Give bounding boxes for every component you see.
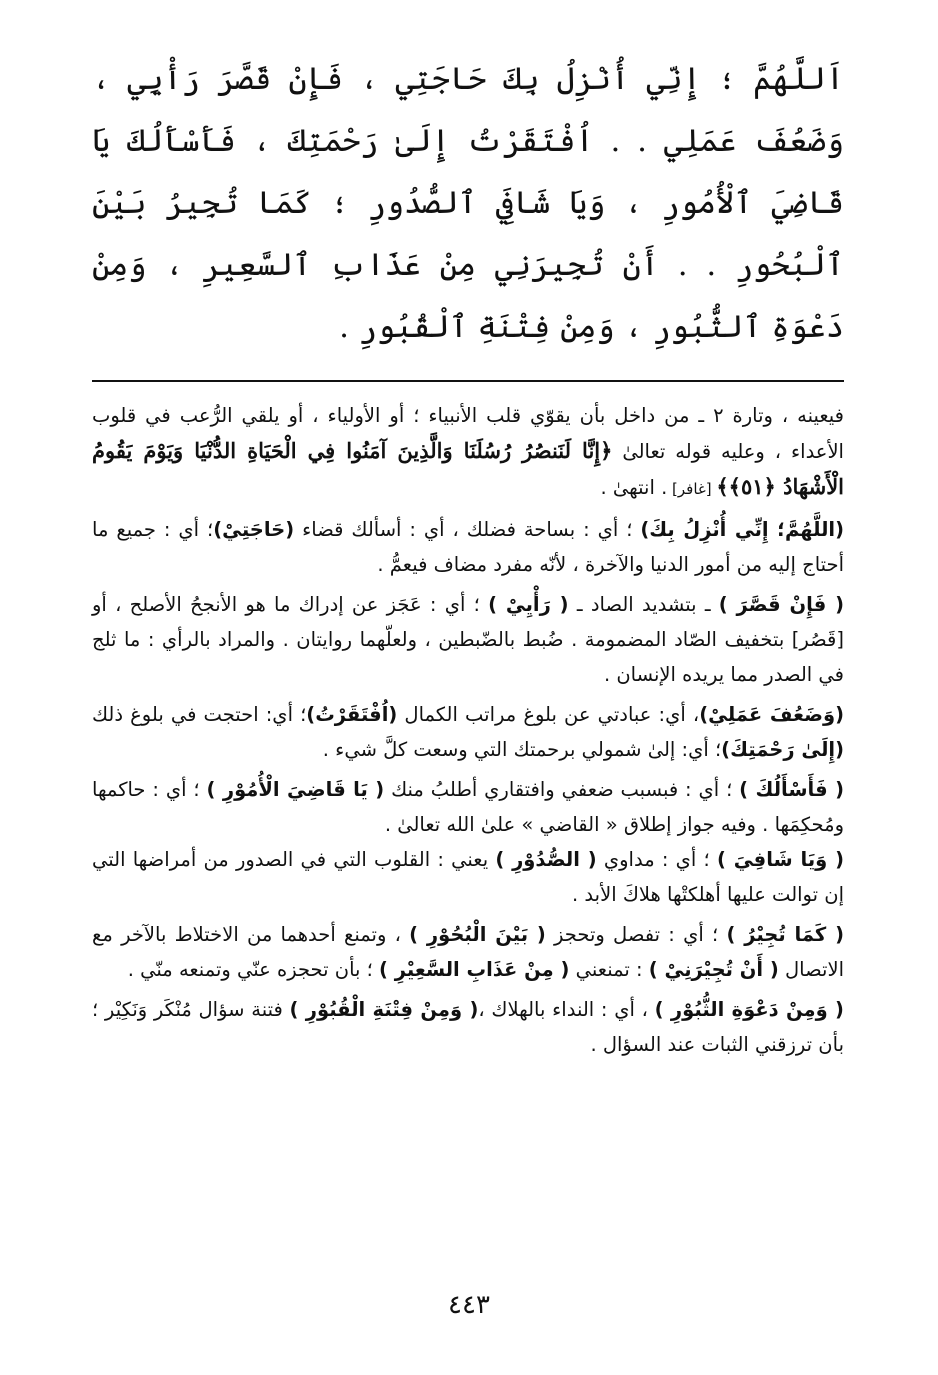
keyword: ( أَنْ تُجِيْرَنِيْ ) [648,958,779,981]
note-text: . انتهىٰ . [600,476,668,499]
note-text: ، أي: عبادتي عن بلوغ مراتب الكمال [397,703,700,726]
keyword: (اُفْتَقَرْتُ) [306,703,398,726]
keyword: ( مِنْ عَذَابِ السَّعِيْرِ ) [379,958,570,981]
note-text: فيعينه ، وتارة ٢ ـ من داخل بأن يقوّي قلب الأنبياء ؛ أو الأولياء ، أو يلقي الرُّعب في قلوب الأعداء ، وعليه قوله تعالىٰ [92,404,844,463]
note-daufa [92,697,844,767]
note-text: ؛ أي: إلىٰ شمولي برحمتك التي وسعت كلَّ شيء . [322,738,722,761]
note-text: يعني : القلوب التي في الصدور من أمراضها التي إن توالت عليها أهلكتْها هلاكَ الأبد . [92,848,844,906]
note-asaluka [92,772,844,912]
note-text: ، وتمنع أحدهما من الاختلاط بالآخر مع الاتصال [92,923,844,981]
verse-reference: [غافر] [667,480,717,498]
keyword: ( الصُّدُوْرِ ) [495,848,597,871]
note-text: ؛ أي : حاكمها ومُحكِمَها . وفيه جواز إطلاق « القاضي » علىٰ الله تعالىٰ . [92,778,844,836]
keyword: ( فَإِنْ قَصَّرَ ) [718,593,844,616]
note-text: ـ بتشديد الصاد ـ [568,593,719,616]
note-text: ؛ أي : بساحة فضلك ، أي : أسألك قضاء [294,518,641,541]
keyword: ( وَيَا شَافِيَ ) [716,848,844,871]
keyword: (إِلَىٰ رَحْمَتِكَ) [721,738,844,761]
note-text: ؛ أي : عَجَز عن إدراك ما هو الأنجحُ الأصلح ، أو [قَصُر] بتخفيف الصّاد المضمومة . ضُبط بالضّبطين ، ولعلّهما روايتان . والمراد بالرأي : ما ثلج في الصدر مما يريده الإنسان . [92,593,844,686]
keyword: ( بَيْنَ الْبُحُوْرِ ) [409,923,546,946]
note-text: ؛ أي : فبسبب ضعفي وافتقاري أطلبُ منك [384,778,740,801]
keyword: ( فَأَسْأَلُكَ ) [739,778,844,801]
note-qassara [92,587,844,692]
keyword: (اللَّهُمَّ؛ إِنِّي أُنْزِلُ بِكَ) [640,518,844,541]
note-text: ، أي : النداء بالهلاك ، [478,998,655,1021]
note-continuation [92,398,844,507]
note-tujeer [92,917,844,987]
footnote-divider [92,380,844,382]
keyword: (حَاجَتِيْ) [213,518,295,541]
keyword: ( رَأْيِيْ ) [488,593,569,616]
note-text: ؛ أي : مداوي [596,848,717,871]
keyword: ( كَمَا تُجِيْرُ ) [726,923,844,946]
note-text: ؛ أي : تفصل وتحجز [545,923,727,946]
keyword: ( وَمِنْ فِتْنَةِ الْقُبُوْرِ ) [289,998,479,1021]
note-text: ؛ أي : جميع ما أحتاج إليه من أمور الدنيا والآخرة ، لأنّه مفرد مضاف فيعمُّ . [92,518,844,576]
commentary [92,398,844,1062]
keyword: ( يَا قَاضِيَ الْأُمُوْرِ ) [206,778,385,801]
note-text: ؛ أي: احتجت في بلوغ ذلك [92,703,307,726]
page-number: ٤٤٣ [448,1290,490,1320]
keyword: (وَضَعُفَ عَمَلِيْ) [699,703,844,726]
note-thubur [92,992,844,1062]
supplication-text: اَللَّهُمَّ ؛ إِنِّي أُنْزِلُ بِكَ حَاجَتِي ، فَإِنْ قَصَّرَ رَأْيِي ، وَضَعُفَ عَمَلِي . . اُفْتَقَرْتُ إِلَىٰ رَحْمَتِكَ ، فَأَسْأَلُكَ يَا قَاضِيَ ٱلْأُمُورِ ، وَيَا شَافِيَ ٱلصُّدُورِ ؛ كَمَا تُجِيرُ بَيْنَ ٱلْبُحُورِ . . أَنْ تُجِيرَنِي مِنْ عَذَابِ ٱلسَّعِيرِ ، وَمِنْ دَعْوَةِ ٱلثُّبُورِ ، وَمِنْ فِتْنَةِ ٱلْقُبُورِ . [92,61,844,345]
note-text: : تمنعني [569,958,649,981]
keyword: ( وَمِنْ دَعْوَةِ الثُّبُوْرِ ) [654,998,844,1021]
note-text: ؛ بأن تحجزه عنّي وتمنعه منّي . [127,958,380,981]
page [92,40,844,1067]
note-text: فتنة سؤال مُنْكَر وَنَكِيْر ؛ بأن ترزقني الثبات عند السؤال . [92,998,844,1056]
quran-verse: ﴿إِنَّا لَنَنصُرُ رُسُلَنَا وَالَّذِينَ آمَنُوا فِي الْحَيَاةِ الدُّنْيَا وَيَوْمَ يَقُومُ الْأَشْهَادُ ﴿٥١﴾﴾ [92,438,844,499]
note-allahumma [92,512,844,582]
